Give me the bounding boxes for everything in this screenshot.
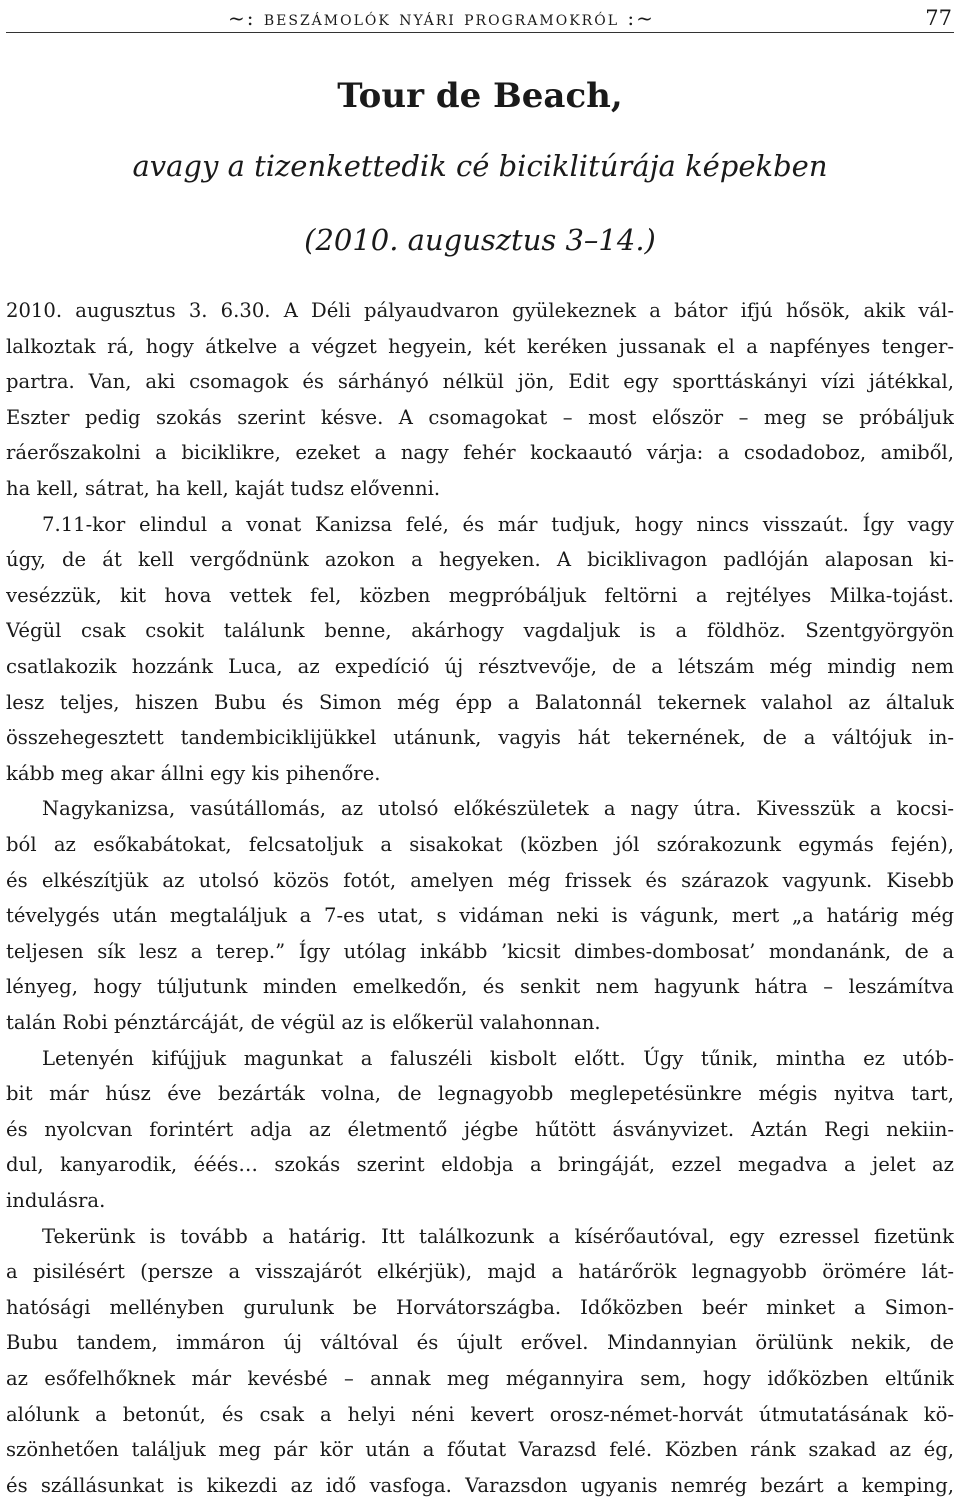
text-line: 2010. augusztus 3. 6.30. A Déli pályaudvaron gyülekeznek a bátor ifjú hősök, akik vál- [6,299,954,322]
text-line: 7.11-kor elindul a vonat Kanizsa felé, és már tudjuk, hogy nincs visszaút. Így vagy [42,513,954,536]
text-line: Eszter pedig szokás szerint késve. A csomagokat – most először – meg se próbáljuk [6,406,954,429]
text-line: ha kell, sátrat, ha kell, kaját tudsz elővenni. [6,477,441,500]
text-line: alólunk a betonút, és csak a helyi néni kevert orosz-német-horvát útmutatásának kö- [6,1403,954,1426]
text-line: Tekerünk is tovább a határig. Itt találkozunk a kísérőautóval, egy ezressel fizetünk [42,1225,954,1248]
text-line: ból az esőkabátokat, felcsatoljuk a sisakokat (közben jól szórakozunk egymás fején), [6,833,954,856]
article-subtitle: avagy a tizenkettedik cé biciklitúrája képekben [132,149,828,183]
text-line: az esőfelhőknek már kevésbé – annak meg mégannyira sem, hogy időközben eltűnik [6,1367,954,1390]
text-line: és elkészítjük az utolsó közös fotót, amelyen még frissek és szárazok vagyunk. Kisebb [6,869,954,892]
text-line: indulásra. [6,1189,106,1212]
text-line: csatlakozik hozzánk Luca, az expedíció új résztvevője, de a létszám még mindig nem [6,655,954,678]
text-line: teljesen sík lesz a terep.” Így utólag inkább ’kicsit dimbes-dombosat’ mondanánk, de a [6,940,954,963]
text-line: Nagykanizsa, vasútállomás, az utolsó előkészületek a nagy útra. Kivesszük a kocsi- [42,797,954,820]
text-line: kább meg akar állni egy kis pihenőre. [6,762,381,785]
text-line: talán Robi pénztárcáját, de végül az is előkerül valahonnan. [6,1011,601,1034]
running-head: ~: beszámolók nyári programokról :~ [228,6,655,30]
text-line: úgy, de át kell vergődnünk azokon a hegyeken. A biciklivagon padlóján alaposan ki- [6,548,954,571]
text-line: a pisilésért (persze a visszajárót elkérjük), majd a határőrök legnagyobb örömére lát- [6,1260,954,1283]
article-title: Tour de Beach, [337,76,623,116]
text-line: szönhetően találjuk meg pár kör után a főutat Varazsd felé. Közben ránk szakad az ég, [6,1438,954,1461]
text-line: lesz teljes, hiszen Bubu és Simon még épp a Balatonnál tekernek valahol az általuk [6,691,954,714]
article-date-range: (2010. augusztus 3–14.) [304,223,656,257]
book-page [6,0,954,1502]
text-line: Bubu tandem, immáron új váltóval és újult erővel. Mindannyian örülünk nekik, de [6,1331,954,1354]
text-line: összehegesztett tandembiciklijükkel utánunk, vagyis hát tekernének, de a váltójuk in- [6,726,954,749]
text-line: vesézzük, kit hova vettek fel, közben megpróbáljuk feltörni a rejtélyes Milka-tojást. [6,584,954,607]
text-line: dul, kanyarodik, ééés… szokás szerint eldobja a bringáját, ezzel megadva a jelet az [6,1153,954,1176]
text-line: és szállásunkat is kikezdi az idő vasfoga. Varazsdon ugyanis nemrég bezárt a kemping, [6,1474,954,1497]
text-line: bit már húsz éve bezárták volna, de legnagyobb meglepetésünkre mégis nyitva tart, [6,1082,954,1105]
text-line: hatósági mellényben gurulunk be Horvátországba. Időközben beér minket a Simon- [6,1296,954,1319]
text-line: Letenyén kifújjuk magunkat a faluszéli kisbolt előtt. Úgy tűnik, mintha ez utób- [42,1047,954,1070]
page-number: 77 [925,6,952,30]
text-line: Végül csak csokit találunk benne, akárhogy vagdaljuk is a földhöz. Szentgyörgyön [6,619,954,642]
text-line: tévelygés után megtaláljuk a 7-es utat, s vidáman neki is vágunk, mert „a határig még [6,904,954,927]
page-header [6,6,954,33]
text-line: és nyolcvan forintért adja az életmentő jégbe hűtött ásványvizet. Aztán Regi nekiin- [6,1118,954,1141]
text-line: partra. Van, aki csomagok és sárhányó nélkül jön, Edit egy sporttáskányi vízi játékkal, [6,370,954,393]
text-line: ráerőszakolni a biciklikre, ezeket a nagy fehér kockaautó várja: a csodadoboz, amiből, [6,441,954,464]
text-line: lalkoztak rá, hogy átkelve a végzet hegyein, két keréken jussanak el a napfényes tenger- [6,335,954,358]
text-line: lényeg, hogy túljutunk minden emelkedőn, és senkit nem hagyunk hátra – leszámítva [6,975,954,998]
